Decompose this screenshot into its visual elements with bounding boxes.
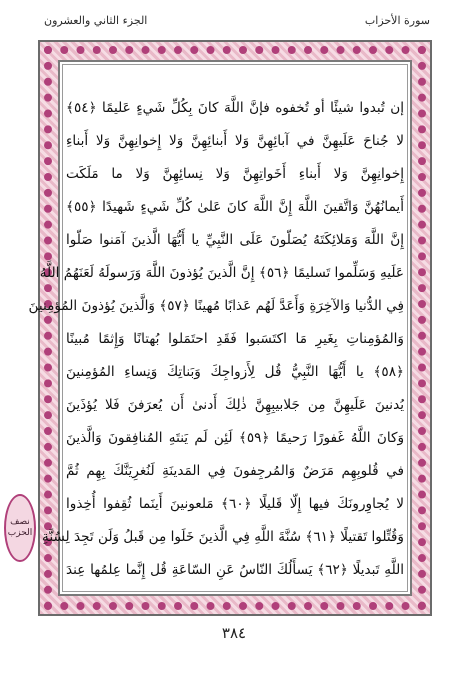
hizb-marker [4, 494, 36, 562]
text-line: وَكانَ اللَّهُ غَفورًا رَحيمًا ﴿٥٩﴾ لَئِن لَم يَنتَهِ المُنافِقونَ وَالَّذينَ [66, 430, 405, 446]
text-line: اللَّهِ تَبديلًا ﴿٦٢﴾ يَسأَلُكَ النّاسُ عَنِ السّاعَةِ قُل إِنَّما عِلمُها عِندَ [66, 562, 404, 578]
surah-title: سورة الأحزاب [364, 14, 430, 27]
text-line: وَقُتِّلوا تَقتيلًا ﴿٦١﴾ سُنَّةَ اللَّهِ فِي الَّذينَ خَلَوا مِن قَبلُ وَلَن تَجِدَ لِسُنَّةِ [42, 529, 404, 545]
text-line: إِنَّ اللَّهَ وَمَلائِكَتَهُ يُصَلّونَ عَلَى النَّبِيِّ يا أَيُّهَا الَّذينَ آمَنوا صَلّوا [66, 232, 404, 248]
juz-title: الجزء الثاني والعشرون [44, 14, 148, 27]
text-line: يُدنينَ عَلَيهِنَّ مِن جَلابيبِهِنَّ ذٰلِكَ أَدنىٰ أَن يُعرَفنَ فَلا يُؤذَينَ [66, 397, 404, 413]
page-number: ٣٨٤ [221, 624, 247, 642]
text-line: فِي الدُّنيا وَالآخِرَةِ وَأَعَدَّ لَهُم عَذابًا مُهينًا ﴿٥٧﴾ وَالَّذينَ يُؤذونَ المُؤمِنينَ [28, 298, 404, 314]
quran-text [28, 92, 405, 587]
text-line: وَالمُؤمِناتِ بِغَيرِ مَا اكتَسَبوا فَقَدِ احتَمَلوا بُهتانًا وَإِثمًا مُبينًا [66, 331, 404, 347]
text-line: عَلَيهِ وَسَلِّموا تَسليمًا ﴿٥٦﴾ إِنَّ الَّذينَ يُؤذونَ اللَّهَ وَرَسولَهُ لَعَنَهُمُ اللَّهُ [39, 265, 404, 281]
text-line: إِخوانِهِنَّ وَلا أَبناءِ أَخَواتِهِنَّ وَلا نِسائِهِنَّ وَلا ما مَلَكَت [66, 166, 404, 182]
hizb-marker-label: نصف الحزب [7, 517, 33, 538]
text-line: لا جُناحَ عَلَيهِنَّ في آبائِهِنَّ وَلا أَبنائِهِنَّ وَلا إِخوانِهِنَّ وَلا أَبناءِ [66, 133, 404, 149]
text-line: لا يُجاوِرونَكَ فيها إِلّا قَليلًا ﴿٦٠﴾ مَلعونينَ أَينَما ثُقِفوا أُخِذوا [66, 496, 404, 512]
text-line: ﴿٥٨﴾ يا أَيُّهَا النَّبِيُّ قُل لِأَزواجِكَ وَبَناتِكَ وَنِساءِ المُؤمِنينَ [66, 364, 404, 380]
text-line: إن تُبدوا شيئًا أو تُخفوه فإنَّ اللَّهَ كانَ بِكُلِّ شَيءٍ عَليمًا ﴿٥٤﴾ [66, 100, 404, 116]
text-line: في قُلوبِهِم مَرَضٌ وَالمُرجِفونَ فِي المَدينَةِ لَنُغرِيَنَّكَ بِهِم ثُمَّ [66, 463, 404, 479]
text-line: أَيمانُهُنَّ وَاتَّقينَ اللَّهَ إِنَّ اللَّهَ كانَ عَلىٰ كُلِّ شَيءٍ شَهيدًا ﴿٥٥﴾ [66, 199, 404, 215]
